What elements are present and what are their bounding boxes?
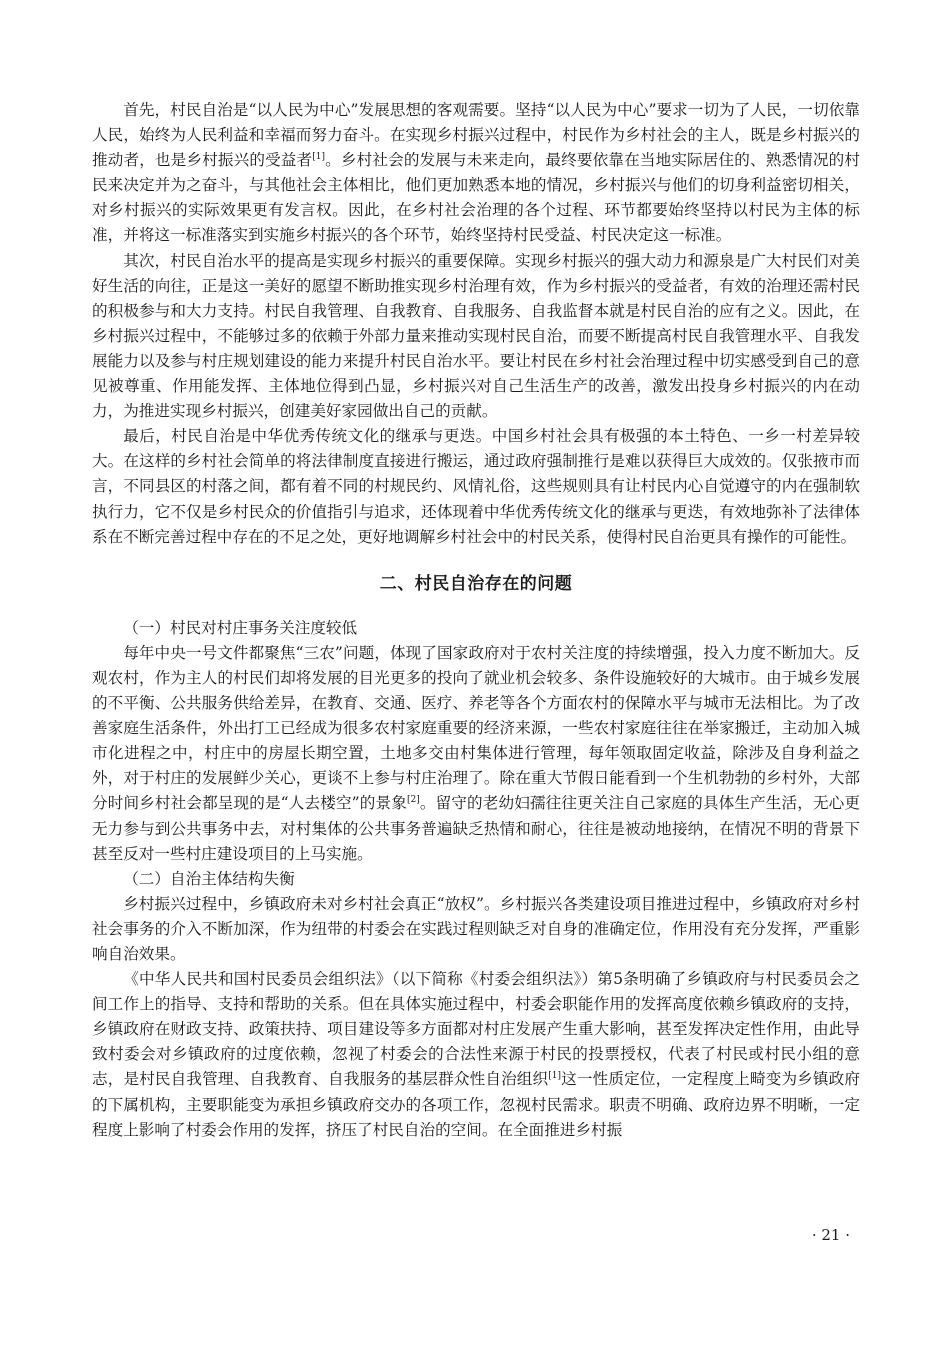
paragraph-1 <box>92 98 860 249</box>
paragraph-5: 乡村振兴过程中，乡镇政府未对乡村社会真正“放权”。乡村振兴各类建设项目推进过程中，乡镇政府对乡村社会事务的介入不断加深，作为纽带的村委会在实践过程则缺乏对自身的准确定位，作用没有充分发挥，严重影响自治效果。 <box>92 894 860 963</box>
paragraph-6-text-after: 这一性质定位，一定程度上畸变为乡镇政府的下属机构，主要职能变为承担乡镇政府交办的各项工作，忽视村民需求。职责不明确、政府边界不明晰，一定程度上影响了村委会作用的发挥，挤压了村民自治的空间。在全面推进乡村振 <box>92 1070 860 1139</box>
citation-ref: [2] <box>406 795 420 806</box>
paragraph-6-text: 《中华人民共和国村民委员会组织法》（以下简称《村委会组织法》）第5条明确了乡镇政府与村民委员会之间工作上的指导、支持和帮助的关系。但在具体实施过程中，村委会职能作用的发挥高度依赖乡镇政府的支持，乡镇政府在财政支持、政策扶持、项目建设等多方面都对村庄发展产生重大影响，甚至发挥决定性作用，由此导致村委会对乡镇政府的过度依赖，忽视了村委会的合法性来源于村民的投票授权，代表了村民或村民小组的意志，是村民自我管理、自我教育、自我服务的基层群众性自治组织 <box>92 970 860 1089</box>
article-body <box>92 98 860 1143</box>
citation-ref: [1] <box>312 152 326 162</box>
paragraph-3: 最后，村民自治是中华优秀传统文化的继承与更迭。中国乡村社会具有极强的本土特色、一乡一村差异较大。在这样的乡村社会简单的将法律制度直接进行搬运，通过政府强制推行是难以获得巨大成效的。仅张掖市而言，不同县区的村落之间，都有着不同的村规民约、风情礼俗，这些规则具有让村民内心自觉遵守的内在强制软执行力，它不仅是乡村民众的价值指引与追求，还体现着中华优秀传统文化的继承与更迭，有效地弥补了法律体系在不断完善过程中存在的不足之处，更好地调解乡村社会中的村民关系，使得村民自治更具有操作的可能性。 <box>92 427 860 546</box>
subheading-2: （二）自治主体结构失衡 <box>123 869 295 888</box>
section-title: 二、村民自治存在的问题 <box>379 573 573 594</box>
citation-ref: [1] <box>548 1071 562 1082</box>
page-number: · 21 · <box>811 1226 850 1244</box>
subheading-1: （一）村民对村庄事务关注度较低 <box>123 618 358 637</box>
paragraph-1-text-after: 。乡村社会的发展与未来走向，最终要依靠在当地实际居住的、熟悉情况的村民来决定并为之奋斗，与其他社会主体相比，他们更加熟悉本地的情况，乡村振兴与他们的切身利益密切相关，对乡村振兴的实际效果更有发言权。因此，在乡村社会治理的各个过程、环节都要始终坚持以村民为主体的标准，并将这一标准落实到实施乡村振兴的各个环节，始终坚持村民受益、村民决定这一标准。 <box>92 151 860 245</box>
paragraph-2: 其次，村民自治水平的提高是实现乡村振兴的重要保障。实现乡村振兴的强大动力和源泉是广大村民们对美好生活的向往，正是这一美好的愿望不断助推实现乡村治理有效，作为乡村振兴的受益者，有效的治理还需村民的积极参与和大力支持。村民自我管理、自我教育、自我服务、自我监督本就是村民自治的应有之义。因此，在乡村振兴过程中，不能够过多的依赖于外部力量来推动实现村民自治，而要不断提高村民自我管理水平、自我发展能力以及参与村庄规划建设的能力来提升村民自治水平。要让村民在乡村社会治理过程中切实感受到自己的意见被尊重、作用能发挥、主体地位得到凸显，乡村振兴对自己生活生产的改善，激发出投身乡村振兴的内在动力，为推进实现乡村振兴，创建美好家园做出自己的贡献。 <box>92 251 860 421</box>
paragraph-1-text: 首先，村民自治是“以人民为中心”发展思想的客观需要。坚持“以人民为中心”要求一切为了人民，一切依靠人民，始终为人民利益和幸福而努力奋斗。在实现乡村振兴过程中，村民作为乡村社会的主人，既是乡村振兴的推动者，也是乡村振兴的受益者 <box>92 101 860 170</box>
paragraph-4 <box>92 641 860 867</box>
paragraph-6 <box>92 967 860 1143</box>
paragraph-4-text-after: 。留守的老幼妇孺往往更关注自己家庭的具体生产生活，无心更无力参与到公共事务中去，对村集体的公共事务普遍缺乏热情和耐心，往往是被动地接纳，在情况不明的背景下甚至反对一些村庄建设项目的上马实施。 <box>92 794 860 863</box>
paragraph-4-text: 每年中央一号文件都聚焦“三农”问题，体现了国家政府对于农村关注度的持续增强，投入力度不断加大。反观农村，作为主人的村民们却将发展的目光更多的投向了就业机会较多、条件设施较好的大城市。由于城乡发展的不平衡、公共服务供给差异，在教育、交通、医疗、养老等各个方面农村的保障水平与城市无法相比。为了改善家庭生活条件，外出打工已经成为很多农村家庭重要的经济来源，一些农村家庭往往在举家搬迁，主动加入城市化进程之中，村庄中的房屋长期空置，土地多交由村集体进行管理，每年领取固定收益，除涉及自身利益之外，对于村庄的发展鲜少关心，更谈不上参与村庄治理了。除在重大节假日能看到一个生机勃勃的乡村外，大部分时间乡村社会都呈现的是“人去楼空”的景象 <box>92 643 860 813</box>
